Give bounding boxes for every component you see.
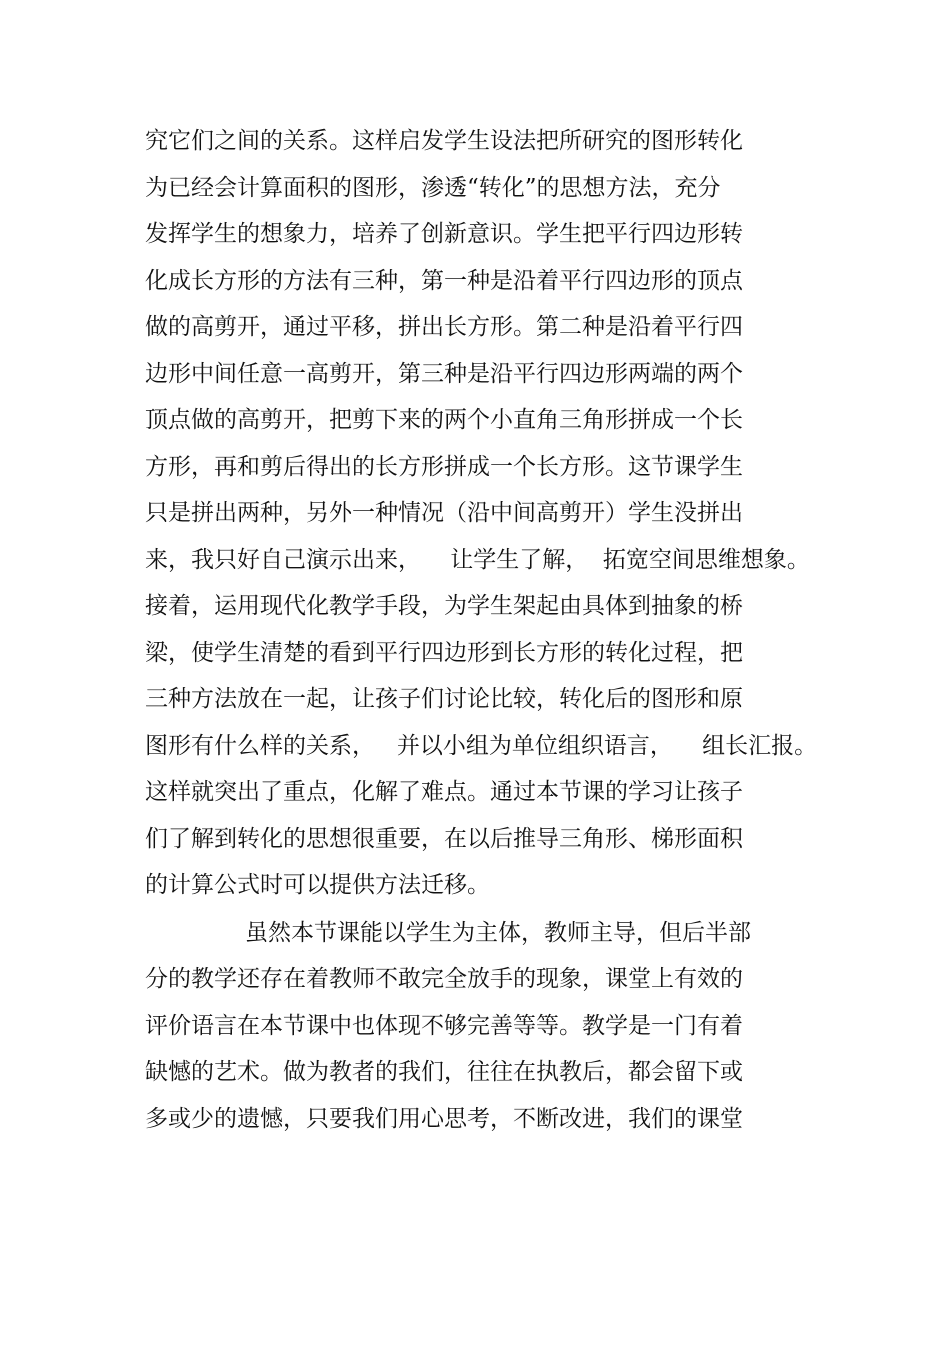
text-line-11: 接着，运用现代化教学手段，为学生架起由具体到抽象的桥 [145, 593, 743, 619]
text-line-9: 只是拼出两种，另外一种情况（沿中间高剪开）学生没拼出 [145, 500, 743, 526]
text-line-12: 梁，使学生清楚的看到平行四边形到长方形的转化过程，把 [145, 639, 743, 666]
text-line-22: 多或少的遗憾，只要我们用心思考，不断改进，我们的课堂 [145, 1105, 743, 1132]
text-line-1: 究它们之间的关系。这样启发学生设法把所研究的图形转化 [145, 128, 743, 154]
text-line-8: 方形，再和剪后得出的长方形拼成一个长方形。这节课学生 [145, 453, 743, 480]
text-line-6: 边形中间任意一高剪开，第三种是沿平行四边形两端的两个 [145, 360, 743, 387]
paragraph-2-first-line: 虽然本节课能以学生为主体，教师主导，但后半部 [245, 919, 751, 946]
text-line-2: 为已经会计算面积的图形，渗透“转化”的思想方法，充分 [145, 174, 721, 201]
body-text [145, 123, 825, 1147]
text-line-14: 图形有什么样的关系， 并以小组为单位组织语言， 组长汇报。 [145, 732, 818, 759]
text-line-10: 来，我只好自己演示出来， 让学生了解， 拓宽空间思维想象。 [145, 546, 810, 573]
text-line-16: 们了解到转化的思想很重要，在以后推导三角形、梯形面积 [145, 825, 743, 852]
text-line-21: 缺憾的艺术。做为教者的我们，往往在执教后，都会留下或 [145, 1059, 743, 1085]
text-line-7: 顶点做的高剪开，把剪下来的两个小直角三角形拼成一个长 [145, 407, 743, 433]
text-line-5: 做的高剪开，通过平移，拼出长方形。第二种是沿着平行四 [145, 314, 743, 340]
text-line-19: 分的教学还存在着教师不敢完全放手的现象，课堂上有效的 [145, 966, 743, 992]
text-line-17: 的计算公式时可以提供方法迁移。 [145, 872, 490, 898]
text-line-3: 发挥学生的想象力，培养了创新意识。学生把平行四边形转 [145, 221, 743, 247]
text-line-20: 评价语言在本节课中也体现不够完善等等。教学是一门有着 [145, 1012, 743, 1039]
text-line-13: 三种方法放在一起，让孩子们讨论比较，转化后的图形和原 [145, 686, 743, 712]
text-line-4: 化成长方形的方法有三种，第一种是沿着平行四边形的顶点 [145, 267, 743, 294]
text-line-15: 这样就突出了重点，化解了难点。通过本节课的学习让孩子 [145, 779, 743, 805]
